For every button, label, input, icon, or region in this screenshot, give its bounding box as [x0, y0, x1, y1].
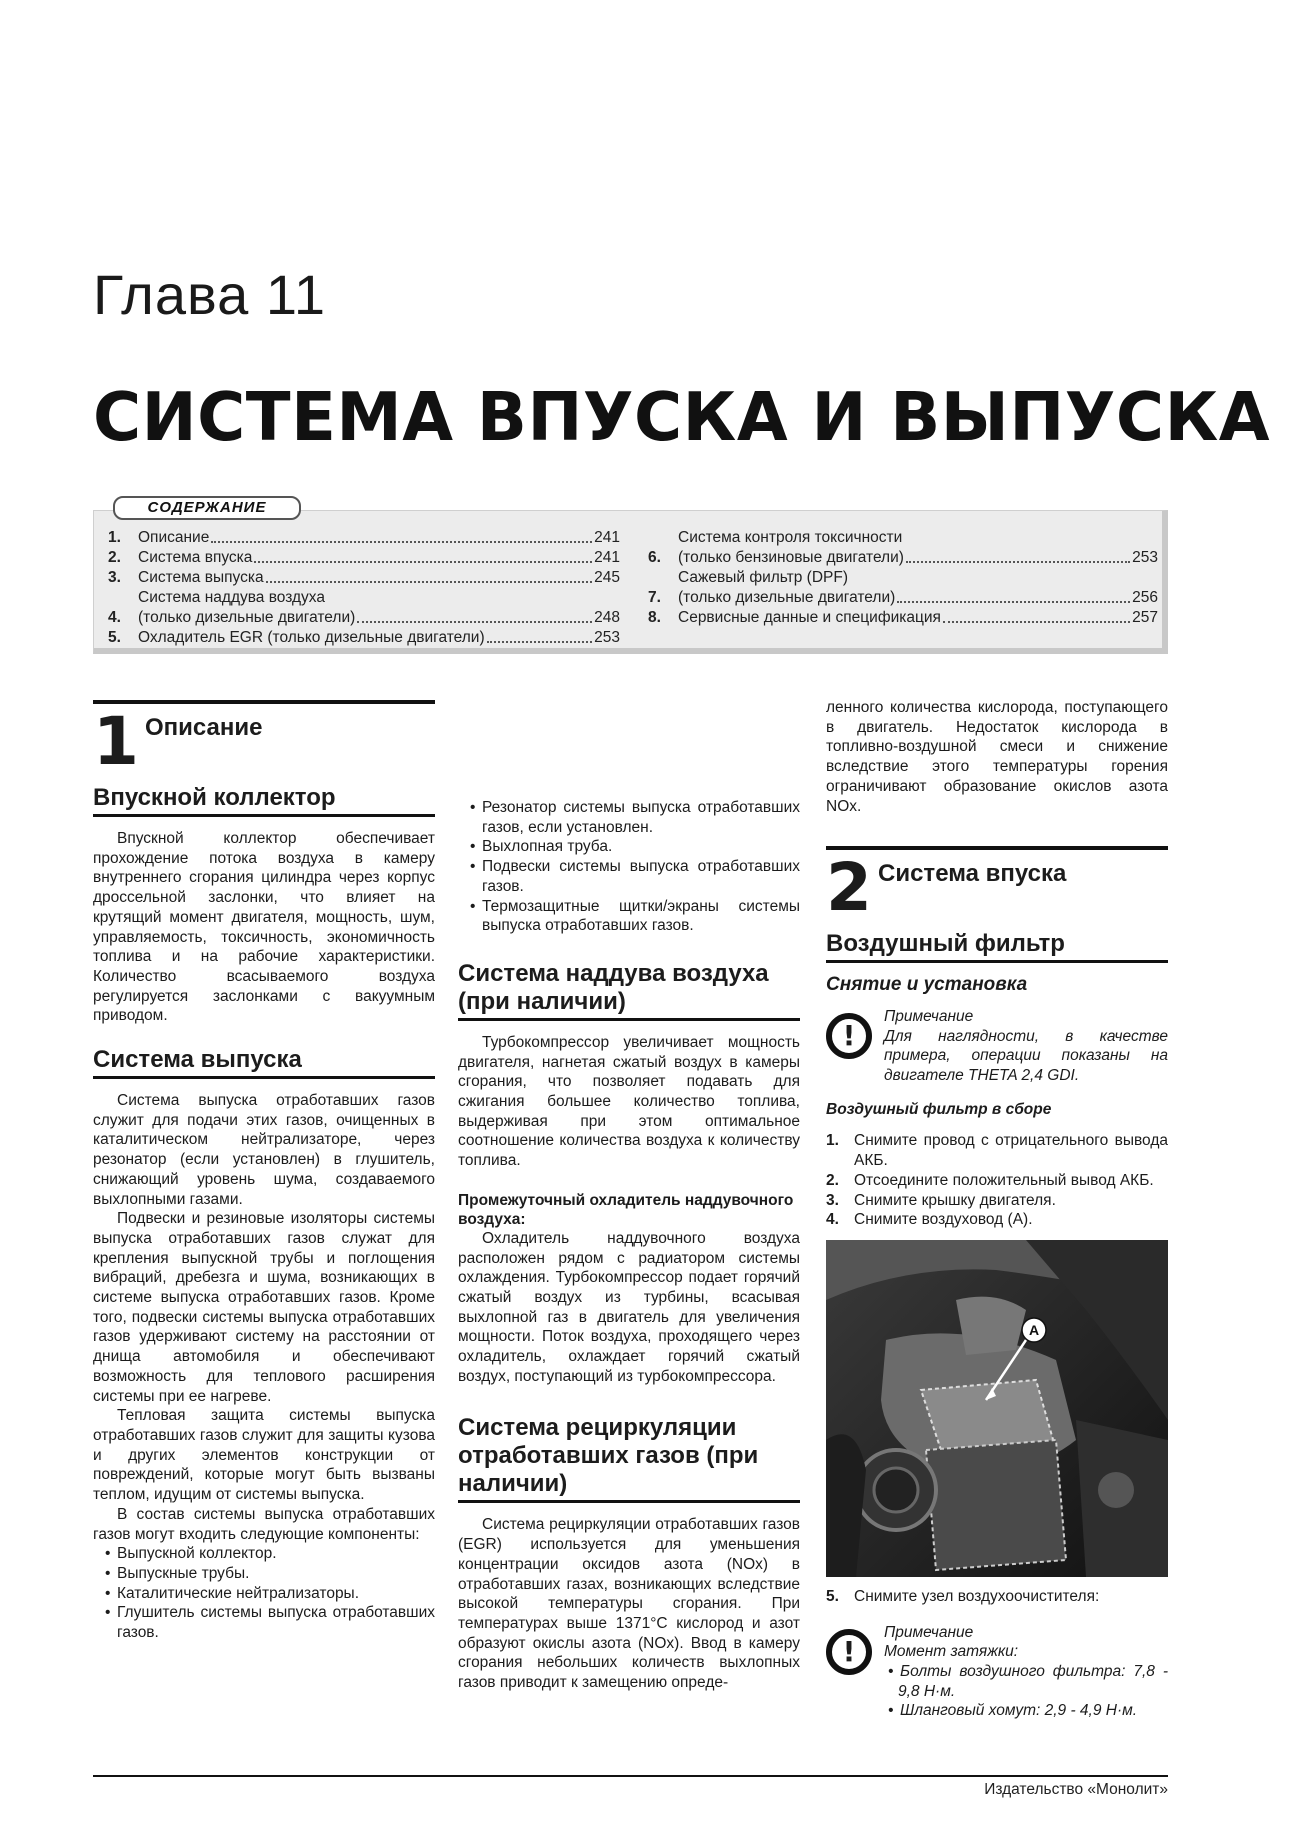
toc-entry-label: (только дизельные двигатели)	[138, 609, 356, 626]
toc-left-column	[108, 528, 620, 648]
heading-intake-manifold: Впускной коллектор	[93, 784, 435, 817]
toc-entry	[648, 528, 1158, 568]
heading-intercooler: Промежуточный охладитель наддувочного воздуха:	[458, 1191, 794, 1228]
toc-entry	[108, 548, 620, 568]
note-box	[826, 1623, 1168, 1722]
section-number: 2	[826, 849, 872, 927]
paragraph: Охладитель наддувочного воздуха расположен рядом с радиатором системы охлаждения. Турбокомпрессор подает горячий сжатый воздух из турбины, всасывая выхлопной газ в двигатель для увеличения мощности. Поток воздуха, проходящего через охладитель, охлаждает горячий сжатый воздух, поступающий из турбокомпрессора.	[458, 1229, 800, 1385]
paragraph: ленного количества кислорода, поступающего в двигатель. Недостаток кислорода в топливно-воздушной смеси и снижение вследствие этого температуры горения ограничивают образование окислов азота NOx.	[826, 699, 1168, 815]
step-number: 4.	[826, 1211, 839, 1229]
step-item	[826, 1191, 1168, 1211]
toc-leader-dots	[254, 561, 592, 563]
paragraph: Система выпуска отработавших газов служит для подачи этих газов, очищенных в каталитическом нейтрализаторе, через резонатор (если установлен) в глушитель, снижающий уровень шума, создаваемого выхлопными газами.	[93, 1092, 435, 1208]
list-item: • Каталитические нейтрализаторы.	[93, 1584, 435, 1604]
paragraph: Впускной коллектор обеспечивает прохождение потока воздуха в камеру внутреннего сгорания цилиндра через корпус дроссельной заслонки, что влияет на крутящий момент двигателя, мощность, шум, управляемость, токсичность, экономичность топлива и на рабочие характеристики. Количество всасываемого воздуха регулируется заслонками с вакуумным приводом.	[93, 830, 435, 1025]
toc-entry	[648, 568, 1158, 608]
toc-entry	[108, 528, 620, 548]
toc-leader-dots	[897, 601, 1130, 603]
heading-turbo-system: Система наддува воздуха (при наличии)	[458, 960, 800, 1021]
toc-entry-number: 4.	[108, 609, 121, 626]
toc-entry-number: 6.	[648, 549, 661, 566]
toc-entry-page: 257	[1132, 609, 1158, 626]
step-number: 5.	[826, 1587, 839, 1605]
toc-right-column	[648, 528, 1158, 628]
toc-entry-label: Система впуска	[138, 549, 253, 566]
column-3	[826, 698, 1168, 1735]
toc-entry	[108, 568, 620, 588]
toc-entry-number: 7.	[648, 589, 661, 606]
exclamation-icon: !	[826, 1013, 872, 1059]
note-box	[826, 1007, 1168, 1086]
toc-entry-page: 256	[1132, 589, 1158, 606]
paragraph: Турбокомпрессор увеличивает мощность двигателя, нагнетая сжатый воздух в камеры сгорания, что позволяет подавать для сжигания большее количество топлива, выдерживая при этом оптимальное соотношение количества воздуха к количеству топлива.	[458, 1033, 800, 1170]
publisher-footer: Издательство «Монолит»	[984, 1781, 1168, 1798]
note-title: Примечание	[884, 1623, 974, 1641]
paragraph: Подвески и резиновые изоляторы системы выпуска отработавших газов служат для крепления выпускной трубы и поглощения вибраций, дребезга и шума, возникающих в системе выпуска отработавших газов. Кроме того, подвески системы выпуска отработавших газов удерживают систему на расстоянии от днища автомобиля и обеспечивают возможность для теплового расширения системы при ее нагреве.	[93, 1210, 435, 1405]
step-text: Снимите воздуховод (А).	[854, 1211, 1033, 1229]
step-text: Снимите крышку двигателя.	[854, 1191, 1056, 1209]
note-text: Для наглядности, в качестве примера, операции показаны на двигателе THETA 2,4 GDI.	[884, 1027, 1168, 1085]
toc-entry-page: 253	[594, 629, 620, 646]
step-number: 1.	[826, 1132, 839, 1150]
step-number: 3.	[826, 1191, 839, 1209]
heading-removal: Снятие и установка	[826, 974, 1028, 996]
column-1	[93, 700, 435, 1643]
list-item: • Термозащитные щитки/экраны системы выпуска отработавших газов.	[458, 897, 800, 936]
photo-callout-label: A	[1028, 1321, 1040, 1338]
toc-entry-page: 248	[594, 609, 620, 626]
section-title: Описание	[145, 714, 263, 741]
list-item: • Подвески системы выпуска отработавших газов.	[458, 857, 800, 896]
chapter-number: Глава 11	[93, 263, 326, 326]
toc-entry-number: 3.	[108, 569, 121, 586]
toc-entry-label: (только бензиновые двигатели)	[678, 549, 904, 566]
step-text: Снимите провод с отрицательного вывода АКБ.	[854, 1132, 1168, 1170]
toc-entry-number: 5.	[108, 629, 121, 646]
paragraph: Система рециркуляции отработавших газов (EGR) используется для уменьшения концентрации оксидов азота (NOx) в отработавших газах, возникающих вследствие высокой температуры сгорания. При температурах выше 1371°C кислород и азот образуют окислы азота (NOx). Ввод в камеру сгорания небольших количеств выхлопных газов приводит к замещению опреде-	[458, 1516, 800, 1692]
toc-entry-page: 241	[594, 529, 620, 546]
section-title: Система впуска	[878, 860, 1067, 888]
toc-entry-label: Система наддува воздуха	[138, 589, 325, 606]
heading-egr-system: Система рециркуляции отработавших газов (при наличии)	[458, 1414, 800, 1503]
list-item: • Выхлопная труба.	[458, 837, 800, 857]
toc-entry-label: Система контроля токсичности	[678, 529, 903, 546]
step-number: 2.	[826, 1171, 839, 1189]
paragraph: Тепловая защита системы выпуска отработавших газов служит для защиты кузова и других элементов конструкции от повреждений, которые могут быть вызваны теплом, идущим от системы выпуска.	[93, 1407, 435, 1504]
toc-entry-label: Сервисные данные и спецификация	[678, 609, 941, 626]
exclamation-icon: !	[826, 1629, 872, 1675]
toc-entry-label: (только дизельные двигатели)	[678, 589, 896, 606]
footer-rule	[93, 1775, 1168, 1777]
note-list-item: • Шланговый хомут: 2,9 - 4,9 Н·м.	[884, 1701, 1168, 1721]
step-item	[826, 1131, 1168, 1170]
toc-entry-page: 253	[1132, 549, 1158, 566]
toc-entry-page: 241	[594, 549, 620, 566]
toc-entry-number: 8.	[648, 609, 661, 626]
step-item	[826, 1171, 1168, 1191]
toc-entry-page: 245	[594, 569, 620, 586]
section-heading-2	[826, 846, 1168, 926]
paragraph: В состав системы выпуска отработавших газов могут входить следующие компоненты:	[93, 1505, 435, 1543]
toc-leader-dots	[906, 561, 1130, 563]
toc-entry-label: Описание	[138, 529, 210, 546]
toc-entry	[108, 628, 620, 648]
engine-bay-photo	[826, 1240, 1168, 1577]
list-item: • Выпускной коллектор.	[93, 1544, 435, 1564]
toc-leader-dots	[943, 621, 1130, 623]
toc-label: СОДЕРЖАНИЕ	[113, 496, 301, 520]
toc-entry	[648, 608, 1158, 628]
list-item: • Выпускные трубы.	[93, 1564, 435, 1584]
toc-entry-label: Система выпуска	[138, 569, 264, 586]
toc-entry-number: 2.	[108, 549, 121, 566]
section-number: 1	[93, 703, 139, 780]
note-title: Примечание	[884, 1007, 974, 1025]
toc-leader-dots	[266, 581, 593, 583]
step-item	[826, 1210, 1168, 1230]
note-list-item: • Болты воздушного фильтра: 7,8 - 9,8 Н·м.	[884, 1662, 1168, 1701]
toc-entry-label: Охладитель EGR (только дизельные двигатели)	[138, 629, 485, 646]
section-heading-1	[93, 700, 435, 780]
list-item: • Глушитель системы выпуска отработавших газов.	[93, 1603, 435, 1642]
step-item	[826, 1587, 1168, 1607]
step-text: Снимите узел воздухоочистителя:	[854, 1587, 1100, 1605]
toc-leader-dots	[487, 641, 592, 643]
heading-assembly: Воздушный фильтр в сборе	[826, 1100, 1052, 1118]
chapter-title: СИСТЕМА ВПУСКА И ВЫПУСКА	[93, 378, 1271, 456]
heading-exhaust-system: Система выпуска	[93, 1046, 435, 1079]
toc-leader-dots	[211, 541, 592, 543]
toc-leader-dots	[357, 621, 592, 623]
step-text: Отсоедините положительный вывод АКБ.	[854, 1171, 1154, 1189]
toc-entry-number: 1.	[108, 529, 121, 546]
note-subtitle: Момент затяжки:	[884, 1643, 1019, 1661]
toc-entry-label: Сажевый фильтр (DPF)	[678, 569, 848, 586]
heading-air-filter: Воздушный фильтр	[826, 930, 1168, 963]
list-item: • Резонатор системы выпуска отработавших газов, если установлен.	[458, 798, 800, 837]
toc-entry	[108, 588, 620, 628]
column-2	[458, 798, 800, 1693]
